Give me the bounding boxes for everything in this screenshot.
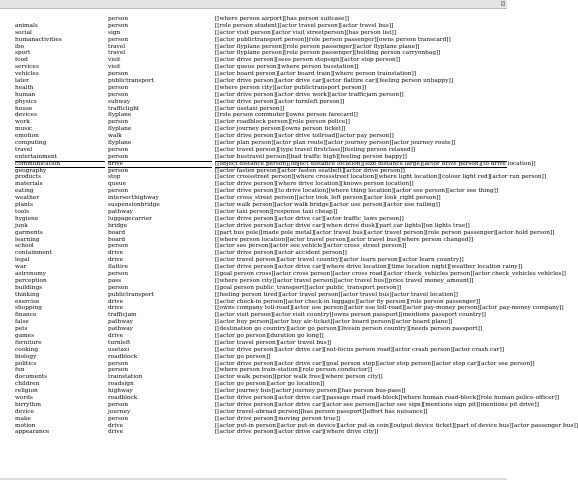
table-row[interactable] [0,174,547,181]
word-cell: children [15,381,40,388]
context-cell: [[actor go person]] [215,353,271,360]
category-cell: drive [108,332,124,339]
word-cell: computing [15,140,47,147]
table-row[interactable] [0,23,507,30]
table-row[interactable] [0,44,507,51]
word-cell: social [15,29,32,36]
context-cell: [[actor walk person][actor walk bridge][actor use person][actor use railing]] [215,202,441,209]
table-row[interactable] [0,57,507,64]
context-cell: [[actor drive person][to drive location][where thing location][actor see person][actor see thing]] [215,188,499,195]
table-row[interactable] [0,168,507,175]
word-cell: eating [15,188,34,195]
word-cell: ibo [15,43,25,50]
word-cell: learning [15,236,40,243]
table-row[interactable] [0,257,507,264]
table-row[interactable] [0,381,507,388]
context-cell: [[actor buy person][actor buy air-ticket][actor board person][actor board plane]] [215,319,453,326]
category-cell: person [108,36,129,43]
category-cell: person [108,71,129,78]
context-cell: [[where person city][actor travel person][actor travel bus][price travel money_amount]] [215,277,474,284]
window-top-bar [0,0,507,9]
table-row[interactable] [0,374,507,381]
table-row[interactable] [0,126,507,133]
category-cell: board [108,236,126,243]
word-cell: religion [15,388,38,395]
category-cell: pathway [108,319,133,326]
category-cell: travel [108,50,126,57]
category-cell: sign [108,29,121,36]
table-row[interactable] [0,319,507,326]
category-cell: person [108,119,129,126]
category-cell: roadsign [108,381,134,388]
category-cell: person [108,360,129,367]
context-cell: [[actor travel person][actor travel country][actor learn person][actor learn country]] [215,257,464,264]
category-cell: person [108,243,129,250]
word-cell: school [15,243,34,250]
category-cell: trafficjam [108,312,137,319]
context-cell: [[role person commuter][owns person farecard]] [215,112,358,119]
table-row[interactable] [0,243,507,250]
word-cell: cooking [15,346,39,353]
table-row[interactable] [0,422,578,430]
table-row[interactable] [0,78,507,85]
word-cell: hygiene [15,215,39,222]
category-cell: subway [108,98,131,105]
table-row[interactable] [0,354,507,361]
category-cell: person [108,16,129,22]
category-cell: turnleft [108,339,131,346]
category-cell: trainstation [108,374,143,381]
table-row[interactable] [0,229,555,237]
word-cell: work [15,119,30,126]
word-cell: plants [15,202,34,209]
word-cell: music [15,126,33,133]
context-cell: [[feeling person tired][actor travel person][actor travel bus][actor travel location]] [215,291,458,298]
table-row[interactable] [0,250,507,257]
word-cell: biology [15,353,37,360]
category-cell: travel [108,43,126,50]
category-cell: drive [108,298,124,305]
context-cell: [[where person city][actor publictransport person]] [215,84,367,91]
table-row[interactable] [0,333,507,340]
context-cell: [[goal person public_transport][actor public_transport person]] [215,284,402,291]
table-row[interactable] [0,394,559,402]
table-row[interactable] [0,237,507,244]
word-cell: human [15,91,36,98]
word-cell: physics [15,98,37,105]
word-cell: house [15,105,33,112]
table-row[interactable] [0,285,507,292]
category-cell: journey [108,408,131,415]
category-cell: person [108,415,129,422]
context-cell: [[actor plan person][actor plan route][actor journey person][actor journey route]] [215,140,456,147]
word-cell: devices [15,112,37,119]
context-cell: [[actor travel-abroad person][has person passport][effort has nuisance]] [215,408,428,415]
category-cell: usetaxi [108,346,130,353]
category-cell: person [108,22,129,29]
table-row[interactable] [0,119,507,126]
category-cell: suspensionbridge [108,202,160,209]
word-cell: health [15,84,34,91]
table-row[interactable] [0,347,507,354]
word-cell: perception [15,277,47,284]
context-cell: [[actor visit person][actor visit streetperson][has person list]] [215,29,397,36]
context-cell: [[actor drive person][actor drive car][actor see person][actor see sign][mentions sign pit][mentions pit drive]] [215,401,539,408]
word-cell: documents [15,374,48,381]
table-row[interactable] [0,140,507,147]
context-cell: [[actor drive person][actor drive car][goal person stop][actor stop person][actor stop car][actor see person]] [215,360,535,367]
context-cell: [[actor cross_street person][actor look_left person][actor look_right person]] [215,195,441,202]
table-row[interactable] [0,71,507,78]
context-cell: [[actor drive person][actor drive car][where drive location][time location night][weather location rainy]] [215,264,523,271]
table-row[interactable] [0,270,566,278]
category-cell: intersecthighway [108,195,159,202]
context-cell: [[actor bustravel person][bad traffic high][feeling person happy]] [215,153,407,160]
category-cell: visit [108,64,121,71]
context-cell: [[actor flyplane person][role person passenger][actor flyplane plane]] [215,43,420,50]
word-cell: device [15,408,34,415]
word-cell: food [15,57,28,64]
word-cell: materials [15,181,43,188]
word-cell: containment [15,250,52,257]
word-cell: services [15,64,39,71]
table-row[interactable] [0,106,507,113]
table-row[interactable] [0,147,507,154]
context-cell: [[role person student][actor travel person][actor travel bus]] [215,22,394,29]
context-cell: [[where person airport][has person suitcase]] [215,16,350,22]
category-cell: publictransport [108,291,154,298]
scrollbar-thumb[interactable] [501,1,505,6]
context-cell: [[where person train-station][role person conductor]] [215,367,373,374]
context-cell: [[goal person cross][actor cross person][actor cross road][actor check_vehicles person][actor check_vehicles vehicles]] [215,270,566,277]
category-cell: person [108,401,129,408]
category-cell: queue [108,181,127,188]
context-cell: [[actor board person][actor board train][where person trainstation]] [215,71,417,78]
word-cell: shopping [15,305,42,312]
context-cell: [[actor fasten person][actor fasten seatbelt][actor drive person]] [215,167,405,174]
context-cell: [[actor journey bus][actor journey person][has person bus-pass]] [215,388,406,395]
table-row[interactable] [0,292,507,299]
word-cell: weather [15,195,40,202]
table-row[interactable] [0,305,564,312]
category-cell: person [108,84,129,91]
category-cell: flyplane [108,126,132,133]
context-cell: [[actor journey person][owns person ticket]] [215,126,346,133]
category-cell: drive [108,305,124,312]
context-cell: [[actor visit person][actor visit country][owns person passport][mentions passport country]] [215,312,486,319]
context-cell: [[actor flyplane person][role person passenger][holding person carryonbag]] [215,50,441,57]
context-cell: [[actor publictransport person][role person passenger][owns person transcard]] [215,36,451,43]
category-cell: drive [108,161,212,168]
table-row[interactable] [0,154,507,161]
category-cell: drive [108,257,124,264]
word-cell: communication [15,161,105,168]
word-cell: tools [15,208,30,215]
category-cell: bridge [108,222,128,229]
table-row[interactable] [0,429,507,436]
context-cell: [[actor walk person][prior walk free][where person city]] [215,374,383,381]
context-cell: [[actor go person][actor go location]] [215,381,325,388]
category-cell: luggagecarrier [108,215,152,222]
category-cell: drive [108,429,124,436]
category-cell: pass [108,277,122,284]
word-cell: politics [15,360,37,367]
table-row[interactable] [0,30,507,37]
context-cell: [[actor drive person][actor drive work][actor trafficjam person]] [215,91,404,98]
category-cell: person [108,167,129,174]
word-cell: vehicles [15,71,39,78]
table-row[interactable] [0,85,507,92]
category-cell: flyplane [108,112,132,119]
context-cell: [[actor roadblock person][role person police]] [215,119,350,126]
word-cell: make [15,415,31,422]
table-row[interactable] [0,264,523,271]
context-cell: [[actor drive person][actor accident person]] [215,250,347,257]
context-cell: [[actor drive person][actor drive car][not-focus person road][actor crash person][actor crash car]] [215,346,504,353]
category-cell: person [108,146,129,153]
word-cell: products [15,174,41,181]
category-cell: person [108,270,129,277]
category-cell: person [108,367,129,374]
context-cell: [[owns company toll-road][actor use person][actor use toll-road][actor pay-money person][actor pay-money company]] [215,305,564,312]
context-cell: [[where person location][actor travel person][actor travel bus][where person changed]] [215,236,474,243]
context-cell: [[actor taxi person][response taxi cheap]] [215,208,338,215]
category-cell: person [108,153,129,160]
word-cell: travel [15,146,33,153]
category-cell: person [108,284,129,291]
context-cell: [[actor drive person][moving person true]] [215,415,341,422]
word-cell: emotion [15,133,39,140]
context-cell: [[actor travel person][type travel firstclass][feeling person relaxed]] [215,146,416,153]
word-cell: astronomy [15,270,47,277]
context-cell: [[actor usetaxi person]] [215,105,285,112]
table-row[interactable] [0,112,507,119]
data-table [0,16,578,436]
context-cell: [[actor see person][actor see vehicle][actor cross_street person]] [215,243,407,250]
table-row[interactable] [0,99,507,106]
table-row[interactable] [0,409,507,416]
table-row[interactable] [0,188,507,195]
word-cell: entertainment [15,153,58,160]
context-cell: [[actor drive person][sees person stopsign][actor stop person]] [215,57,401,64]
word-cell: finance [15,312,37,319]
category-cell: stop [108,174,121,181]
table-row[interactable] [0,37,507,44]
word-cell: humanactivities [15,36,62,43]
table-row[interactable] [0,299,507,306]
word-cell: furniture [15,339,42,346]
context-cell: [[actor drive person][actor turnleft person]] [215,98,345,105]
word-cell: pets [15,326,28,333]
word-cell: words [15,394,33,401]
context-cell: [[actor drive person][actor drive car][actor flattire car][feeling person unhappy]] [215,78,454,85]
context-cell: [[actor check-in person][actor check-in luggage][actor fly person][role person passenger]] [215,298,481,305]
context-cell: [[actor crossstreet person][where crossstreet location][where light location][colour light red][actor run person]] [215,174,547,181]
context-cell: [[actor drive person][actor drive car][passage road road-block][where human road-block][role human police-officer]] [215,394,559,401]
word-cell: geography [15,167,47,174]
category-cell: pathway [108,208,133,215]
table-row[interactable] [0,326,507,333]
table-row[interactable] [0,278,507,285]
category-cell: person [108,91,129,98]
context-cell: [[destination go country][actor go person][livesin person country][needs person passport]] [215,326,483,333]
context-cell: [[actor travel person][actor travel bus]] [215,339,332,346]
table-row[interactable] [0,133,507,140]
category-cell: walk [108,133,122,140]
word-cell: fun [15,367,25,374]
context-cell: [[part bus pole][made pole metal][actor travel bus][actor travel person][role person passenger][actor hold person]] [215,229,555,236]
context-cell: [[actor put-in person][actor put-in device][actor put-in coin][output device ticket][part of device bus][actor passenger bus]] [215,422,578,429]
table-row[interactable] [0,181,507,188]
word-cell: exercise [15,298,40,305]
table-row[interactable] [0,16,507,23]
word-cell: later [15,78,29,85]
category-cell: roadblock [108,353,138,360]
word-cell: motion [15,422,36,429]
table-row[interactable] [0,388,507,395]
word-cell: false [15,319,29,326]
category-cell: board [108,229,126,236]
category-cell: flattire [108,264,129,271]
table-row[interactable] [0,340,507,347]
category-cell: highway [108,388,133,395]
context-cell: [[actor drive person][actor drive tollroad][actor pay person]] [215,133,394,140]
word-cell: sport [15,50,31,57]
table-row[interactable] [0,209,507,216]
table-row[interactable] [0,216,507,223]
word-cell: buildings [15,284,43,291]
table-row[interactable] [0,195,507,202]
category-cell: roadblock [108,394,138,401]
category-cell: publictransport [108,78,154,85]
table-row[interactable] [0,223,507,230]
word-cell: appearance [15,429,50,436]
table-row[interactable] [0,312,507,319]
word-cell: birrythm [15,401,41,408]
word-cell: games [15,332,35,339]
table-row[interactable] [0,50,507,57]
category-cell: visit [108,57,121,64]
table-row[interactable] [0,64,507,71]
context-cell: [[actor drive person][actor drive car][where drive city]] [215,429,379,436]
context-cell: [[actor drive person][actor drive car][actor traffic_laws person]] [215,215,404,222]
category-cell: flyplane [108,140,132,147]
word-cell: garments [15,229,43,236]
table-row[interactable] [0,160,536,168]
table-row[interactable] [0,92,507,99]
context-cell: [[actor drive person][actor drive car][when drive dusk][part car lights][on lights true]] [215,222,470,229]
table-row[interactable] [0,202,507,209]
word-cell: animals [15,22,38,29]
word-cell: legal [15,257,30,264]
context-cell: [[actor queue person][where person busstation]] [215,64,359,71]
context-cell: [[actor go person][duration go long]] [215,332,324,339]
context-cell: [[object distance person][object distance location][size distance large][actor drive person][to drive location]] [215,160,536,167]
table-row[interactable] [0,367,507,374]
category-cell: person [108,188,129,195]
category-cell: trafficlight [108,105,140,112]
word-cell: war [15,264,27,271]
category-cell: pathway [108,326,133,333]
category-cell: drive [108,422,124,429]
context-cell: [[actor drive person][where drive location][knows person location]] [215,181,414,188]
table-row[interactable] [0,360,535,368]
word-cell: thinking [15,291,40,298]
table-row[interactable] [0,416,507,423]
word-cell: junk [15,222,28,229]
table-row[interactable] [0,401,539,409]
category-cell: drive [108,250,124,257]
